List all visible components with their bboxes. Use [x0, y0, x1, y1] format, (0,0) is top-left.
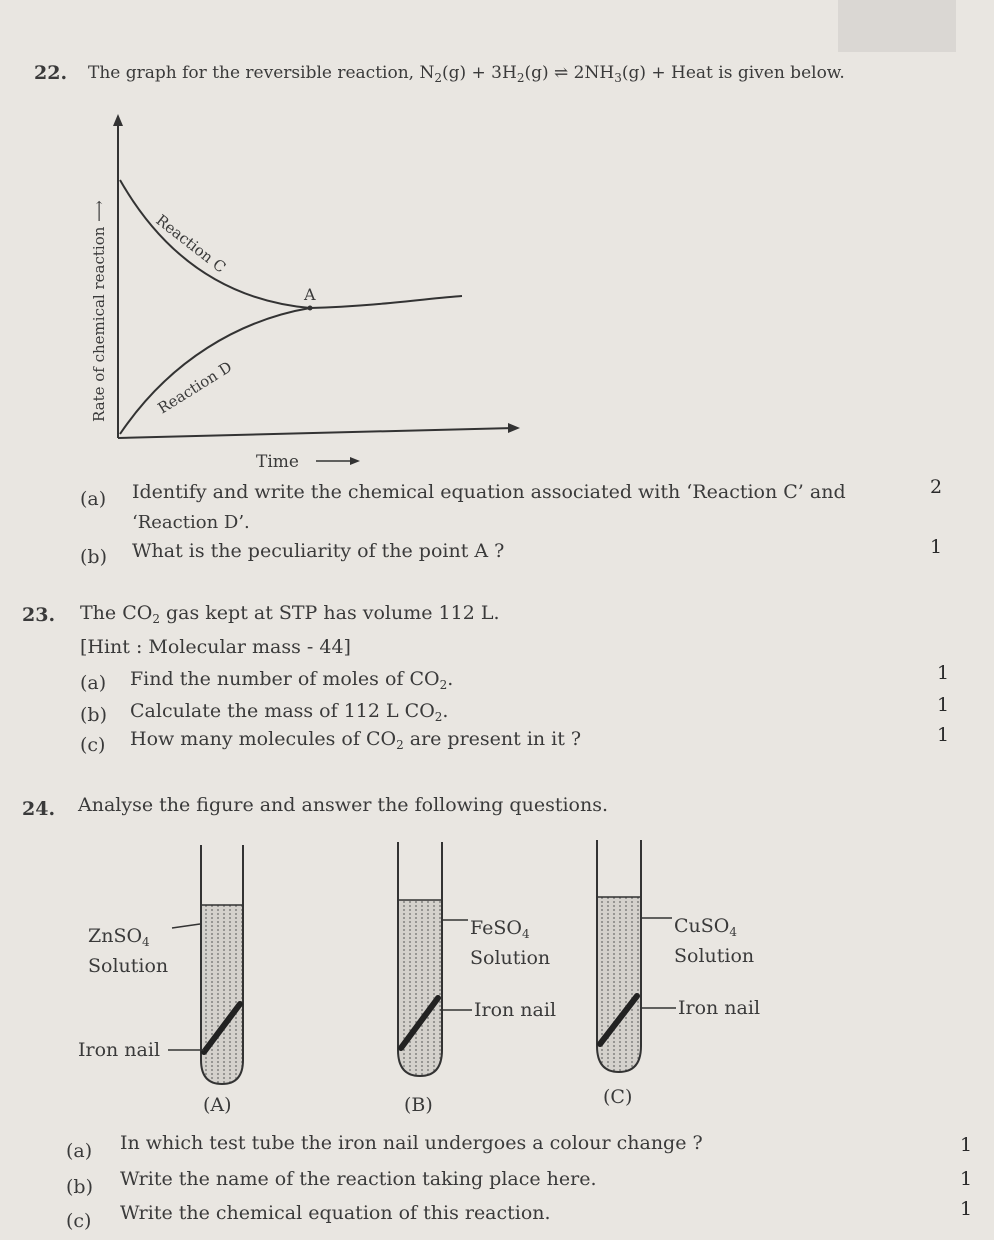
- q24-part-c-marks: 1: [960, 1198, 973, 1220]
- tube-c-solution: [597, 897, 641, 1072]
- q23-part-c-marks: 1: [937, 724, 950, 746]
- q22-part-a-label: (a): [80, 488, 107, 510]
- q22-part-a-line1: Identify and write the chemical equation associated with ‘Reaction C’ and: [132, 481, 846, 503]
- q24-part-b-label: (b): [66, 1176, 93, 1198]
- tube-b-id: (B): [404, 1094, 433, 1116]
- question-number-22: 22.: [34, 62, 68, 84]
- tube-c-solution-label: CuSO$_4$ Solution: [674, 915, 755, 967]
- q23-part-b-label: (b): [80, 704, 107, 726]
- tube-b-solution-label: FeSO$_4$ Solution: [470, 917, 551, 969]
- tube-b-solution: [398, 900, 442, 1076]
- q24-part-b-marks: 1: [960, 1168, 973, 1190]
- q22-part-b-label: (b): [80, 546, 107, 568]
- q24-part-b-text: Write the name of the reaction taking place here.: [120, 1168, 597, 1190]
- q22-part-a-line2: ‘Reaction D’.: [132, 512, 250, 533]
- q23-part-a-marks: 1: [937, 662, 950, 684]
- tube-b-nail-label: Iron nail: [474, 999, 557, 1021]
- tube-c-id: (C): [603, 1086, 633, 1108]
- question-number-24: 24.: [22, 798, 56, 820]
- tube-a-id: (A): [203, 1094, 232, 1116]
- tube-a-solution-pointer: [172, 924, 200, 928]
- q22-part-b-text: What is the peculiarity of the point A ?: [132, 540, 505, 562]
- q24-part-a-text: In which test tube the iron nail undergoes a colour change ?: [120, 1132, 703, 1154]
- tube-a-nail-label: Iron nail: [78, 1039, 161, 1061]
- y-axis-label: Rate of chemical reaction ⟶: [90, 200, 108, 422]
- q23-part-a-label: (a): [80, 672, 107, 694]
- tube-c-nail-label: Iron nail: [678, 997, 761, 1019]
- x-axis-label: Time: [256, 452, 299, 472]
- q23-part-c-text: How many molecules of $CO_2$ are present in it ?: [130, 728, 582, 752]
- q24-intro: Analyse the figure and answer the following questions.: [78, 794, 609, 816]
- reaction-c-label: Reaction C: [152, 210, 230, 277]
- tube-a-solution: [201, 905, 243, 1084]
- test-tube-c: [597, 840, 676, 1072]
- q24-part-c-label: (c): [66, 1210, 92, 1232]
- question-number-23: 23.: [22, 604, 56, 626]
- q24-part-a-marks: 1: [960, 1134, 973, 1156]
- q23-intro: The $CO_2$ gas kept at STP has volume 112 L.: [80, 602, 500, 626]
- q23-part-a-text: Find the number of moles of $CO_2$.: [130, 668, 454, 692]
- q23-part-b-text: Calculate the mass of 112 L $CO_2$.: [130, 700, 449, 724]
- q23-part-c-label: (c): [80, 734, 106, 756]
- q23-part-b-marks: 1: [937, 694, 950, 716]
- point-a-label: A: [304, 285, 316, 304]
- q23-hint: [Hint : Molecular mass - 44]: [80, 636, 351, 658]
- reaction-d-label: Reaction D: [154, 357, 236, 418]
- test-tube-a: [168, 845, 243, 1084]
- q22-part-b-marks: 1: [930, 536, 943, 558]
- test-tube-b: [398, 842, 472, 1076]
- q24-part-c-text: Write the chemical equation of this reaction.: [120, 1202, 551, 1224]
- q22-intro: The graph for the reversible reaction, $N_2(g) + 3H_2(g)$ ⇌ $2NH_3(g)$ + Heat is given below.: [88, 63, 845, 85]
- q22-part-a-marks: 2: [930, 476, 943, 498]
- q24-part-a-label: (a): [66, 1140, 93, 1162]
- tube-a-solution-label: ZnSO$_4$ Solution: [88, 925, 169, 977]
